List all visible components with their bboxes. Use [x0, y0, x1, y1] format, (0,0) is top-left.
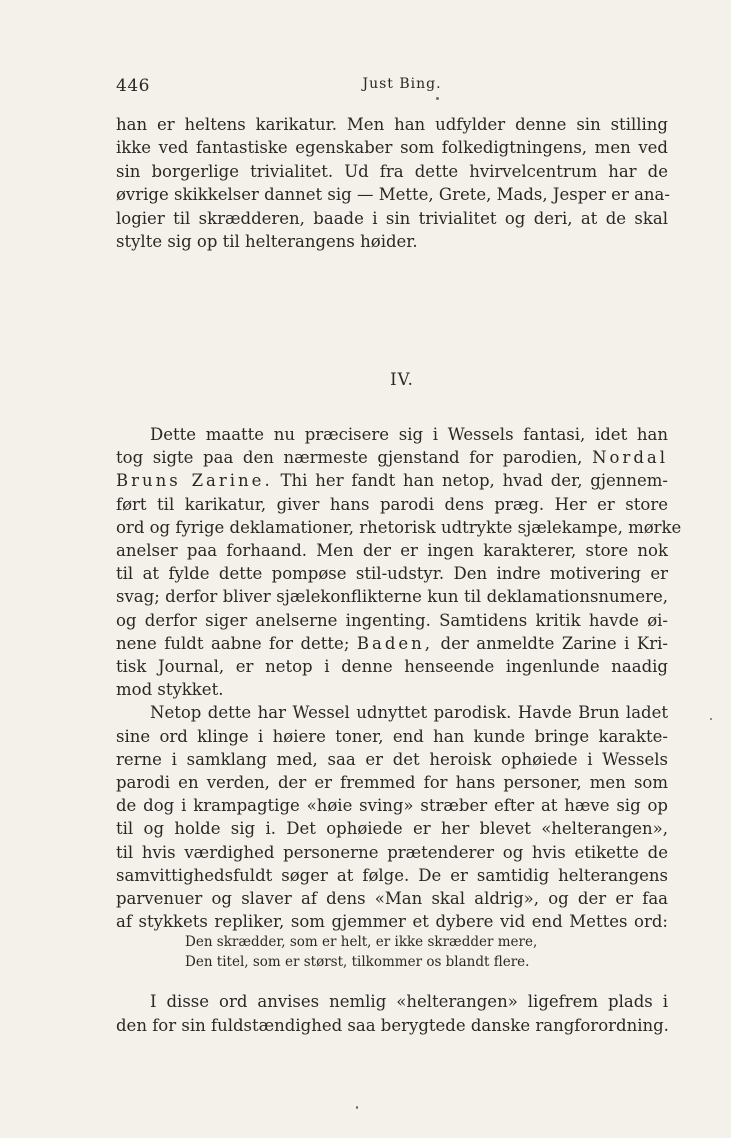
text-line: til og holde sig i. Det ophøiede er her blevet «helterangen», [116, 819, 668, 839]
text-line: de dog i krampagtige «høie sving» stræber efter at hæve sig op [116, 796, 668, 816]
text-segment: tog sigte paa den nærmeste gjenstand for parodien, [116, 448, 583, 468]
text-line: sin borgerlige trivialitet. Ud fra dette hvirvelcentrum har de [116, 161, 668, 181]
author-name: Nordal [592, 448, 668, 468]
verse-line: Den skrædder, som er helt, er ikke skrædder mere, [185, 934, 538, 950]
text-line: han er heltens karikatur. Men han udfylder denne sin stilling [116, 115, 668, 134]
text-line: logier til skrædderen, baade i sin trivialitet og deri, at de skal [116, 208, 668, 228]
paragraph-1 [116, 113, 668, 253]
text-segment: nene fuldt aabne for dette; [116, 633, 350, 653]
text-line: stylte sig op til helterangens høider. [116, 232, 418, 252]
text-line: ikke ved fantastiske egenskaber som folkedigtningens, men ved [116, 138, 668, 158]
verse-quote [185, 932, 537, 972]
text-line: svag; derfor bliver sjælekonflikterne kun til deklamationsnumere, [116, 587, 668, 607]
text-line: parvenuer og slaver af dens «Man skal aldrig», og der er faa [116, 889, 668, 909]
page-header [116, 72, 668, 100]
text-line: parodi en verden, der er fremmed for hans personer, men som [116, 773, 668, 793]
text-line: Dette maatte nu præcisere sig i Wessels fantasi, idet han [150, 425, 668, 444]
critic-name: Baden, [356, 633, 434, 653]
verse-line: Den titel, som er størst, tilkommer os blandt flere. [185, 954, 530, 970]
text-line [116, 632, 668, 655]
text-line: den for sin fuldstændighed saa berygtede danske rangforordning. [116, 1015, 669, 1035]
work-title: Bruns Zarine. [116, 471, 273, 491]
text-line: I disse ord anvises nemlig «helterangen» ligefrem plads i [150, 992, 668, 1011]
text-line [116, 469, 668, 492]
text-line: anelser paa forhaand. Men der er ingen karakterer, store nok [116, 541, 668, 561]
paper-speck [710, 718, 712, 720]
text-segment: der anmeldte Zarine i Kri- [440, 633, 668, 653]
text-line: tisk Journal, er netop i denne henseende ingenlunde naadig [116, 657, 668, 677]
text-line: af stykkets repliker, som gjemmer et dybere vid end Mettes ord: [116, 912, 668, 932]
paper-speck [356, 1106, 358, 1109]
text-line: ord og fyrige deklamationer, rhetorisk udtrykte sjælekampe, mørke [116, 517, 682, 537]
text-line: til hvis værdighed personerne prætenderer og hvis etikette de [116, 842, 668, 862]
running-head: Just Bing. [362, 76, 442, 92]
paragraph-2 [116, 423, 682, 933]
text-line: til at fylde dette pompøse stil-udstyr. Den indre motivering er [116, 564, 668, 584]
section-heading: IV. [390, 370, 414, 389]
text-line: øvrige skikkelser dannet sig — Mette, Grete, Mads, Jesper er ana- [116, 185, 670, 205]
page-number: 446 [116, 76, 150, 96]
text-segment: Thi her fandt han netop, hvad der, gjennem- [280, 471, 668, 491]
text-line: Netop dette har Wessel udnyttet parodisk. Havde Brun ladet [150, 703, 668, 723]
text-line: og derfor siger anelserne ingenting. Samtidens kritik havde øi- [116, 610, 668, 630]
text-line: mod stykket. [116, 680, 224, 700]
paper-speck [436, 97, 439, 100]
paragraph-3 [116, 990, 668, 1037]
text-line [116, 446, 668, 469]
text-line: rerne i samklang med, saa er det heroisk ophøiede i Wessels [116, 749, 668, 769]
text-line: ført til karikatur, giver hans parodi dens præg. Her er store [116, 494, 668, 514]
text-line: sine ord klinge i høiere toner, end han kunde bringe karakte- [116, 726, 668, 746]
text-line: samvittighedsfuldt søger at følge. De er samtidig helterangens [116, 865, 668, 885]
